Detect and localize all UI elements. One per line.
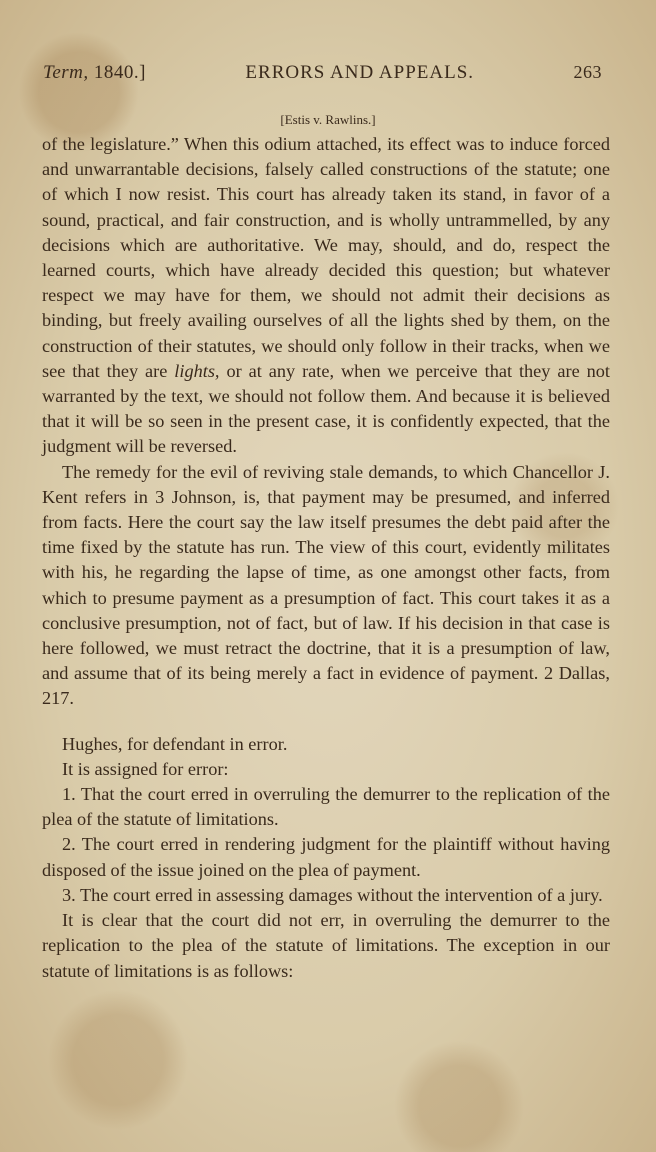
reporter-title: ERRORS AND APPEALS. bbox=[245, 62, 475, 83]
error-item-2: 2. The court erred in rendering judgment for the plaintiff without having disposed of the issue joined on the plea of payment. bbox=[42, 834, 610, 880]
counsel-line: Hughes, for defendant in error. bbox=[62, 733, 288, 754]
term-label bbox=[43, 62, 146, 84]
case-caption: [Estis v. Rawlins.] bbox=[280, 112, 376, 127]
paragraph: It is clear that the court did not err, in overruling the demurrer to the replication to the plea of the statute of limitations. The exception in our statute of limitations is as follows: bbox=[42, 910, 610, 981]
error-item-3: 3. The court erred in assessing damages without the intervention of a jury. bbox=[62, 884, 603, 905]
paragraph: It is assigned for error: bbox=[62, 758, 229, 779]
page-number: 263 bbox=[573, 62, 602, 82]
paragraph-continued bbox=[42, 132, 610, 460]
term-word: Term, bbox=[43, 62, 89, 83]
running-head bbox=[43, 62, 602, 92]
italic-word: lights, bbox=[174, 360, 220, 381]
paragraph-text: or at any rate, when we perceive that they are not warranted by the text, we should not follow them. And because it is believed that it will be so seen in the present case, it is confidently expected, that the judgment will be reversed. bbox=[42, 360, 610, 457]
term-year: 1840.] bbox=[93, 62, 146, 83]
paragraph: The remedy for the evil of reviving stale demands, to which Chancellor J. Kent refers in 3 Johnson, is, that payment may be presumed, and inferred from facts. Here the court say the law itself presumes the debt paid after the time fixed by the statute has run. The view of this court, evidently militates with his, he regarding the lapse of time, as one amongst other facts, from which to presume payment as a presumption of fact. This court takes it as a conclusive presumption, not of fact, but of law. If his decision in that case is here followed, we must retract the doctrine, that it is a presumption of law, and assume that of its being merely a fact in evidence of payment. 2 Dallas, 217. bbox=[42, 461, 610, 709]
page-body bbox=[42, 132, 610, 984]
error-item-1: 1. That the court erred in overruling the demurrer to the replication of the plea of the statute of limitations. bbox=[42, 784, 610, 830]
paragraph-text: of the legislature.” When this odium attached, its effect was to induce forced and unwarrantable decisions, falsely called constructions of the statute; one of which I now resist. This court has already taken its stand, in favor of a sound, practical, and fair construction, and is wholly untrammelled, by any decisions which are authoritative. We may, should, and do, respect the learned courts, which have already decided this question; but whatever respect we may have for them, we should not admit their decisions as binding, but freely availing ourselves of all the lights shed by them, on the construction of their statutes, we should only follow in their tracks, when we see that they are bbox=[42, 134, 610, 381]
